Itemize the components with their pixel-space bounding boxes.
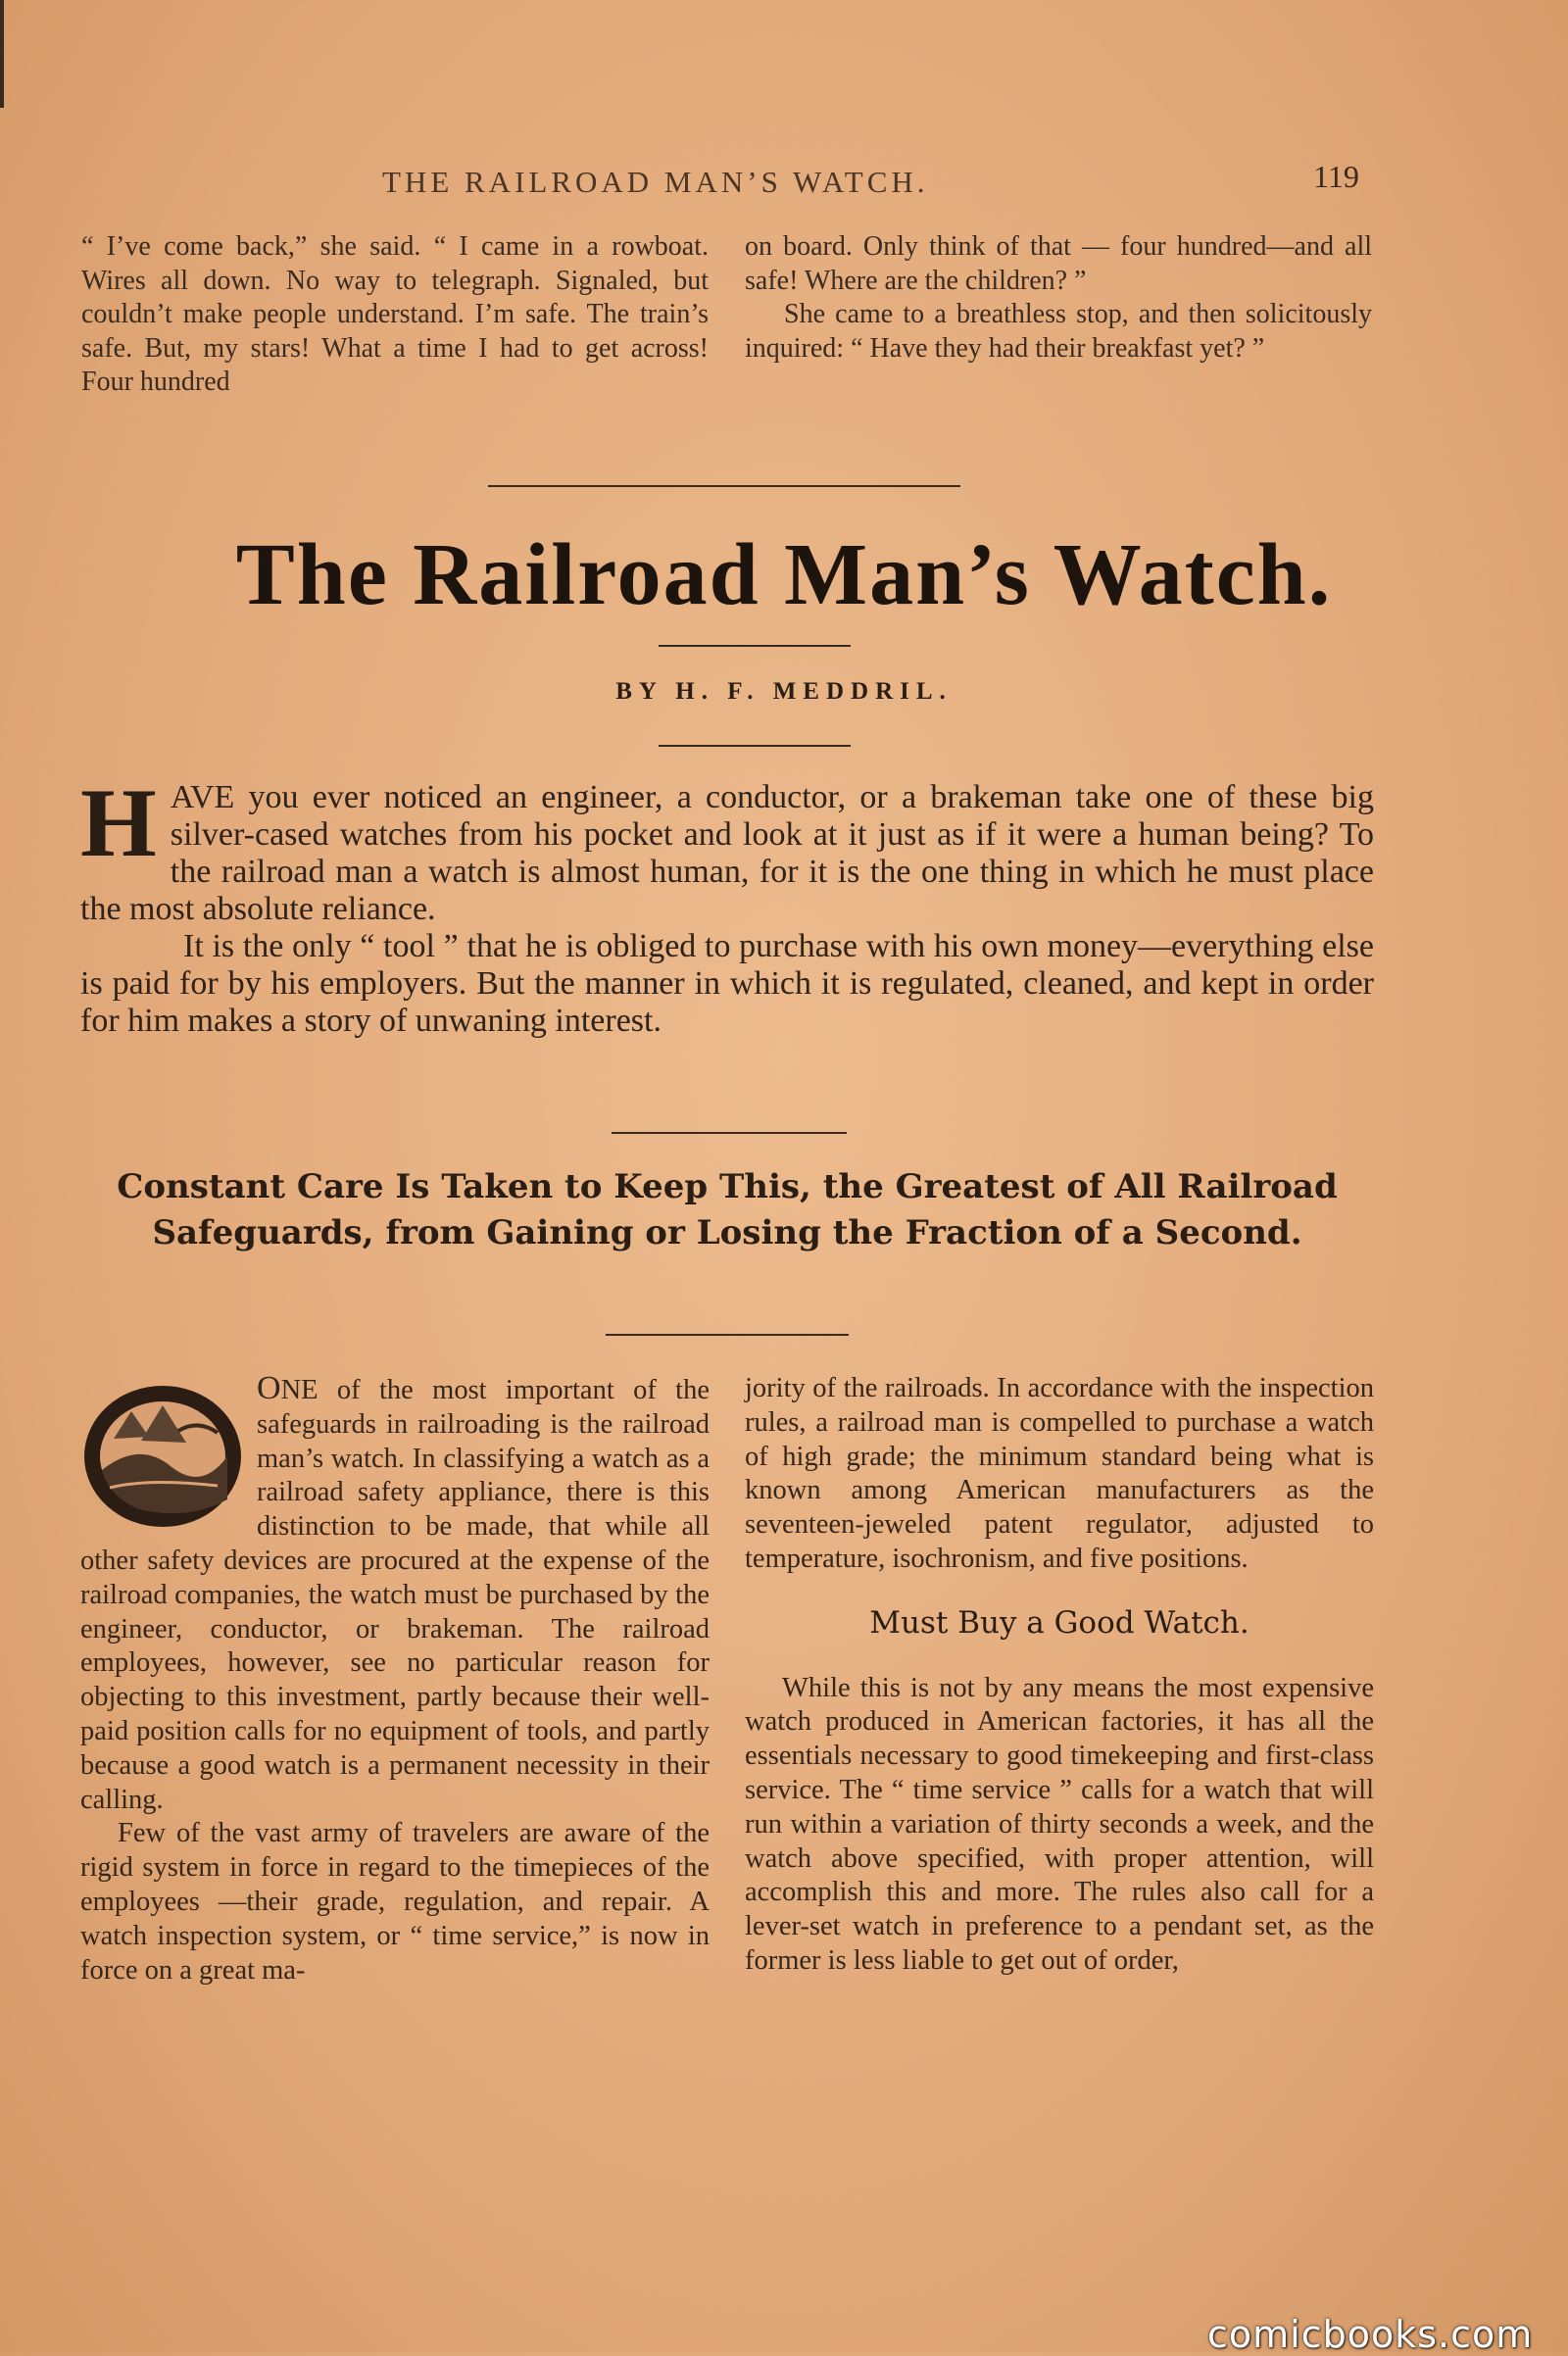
article-intro bbox=[80, 768, 1374, 1040]
intro-paragraph bbox=[80, 768, 1374, 928]
section-heading: Must Buy a Good Watch. bbox=[869, 1604, 1250, 1641]
body-paragraph: Few of the vast army of travelers are aware of the rigid system in force in regard to the timepieces of the employees —their grade, regulation, and repair. A watch inspection system, or “ time service,” is now in force on a great ma- bbox=[80, 1818, 710, 1986]
drop-cap: H bbox=[80, 768, 157, 877]
body-text: NE of the most important of the safeguards in railroading is the railroad man’s watch. In classifying a watch as a railroad safety appliance, there is this distinction to be made, that while all other safety devices are procured at the expense of the railroad companies, the watch must be purchased by the engineer, conductor, or brakeman. The railroad employees, however, see no particular reason for objecting to this investment, partly because their well-paid position calls for no equipment of tools, and partly because a good watch is a permanent necessity in their calling. bbox=[80, 1375, 710, 1815]
intro-paragraph: It is the only “ tool ” that he is obliged to purchase with his own money—everything else is paid for by his employers. But the manner in which it is regulated, cleaned, and kept in order for him makes a story of unwaning interest. bbox=[80, 928, 1374, 1039]
divider-rule bbox=[488, 485, 960, 487]
body-right-column bbox=[745, 1372, 1374, 1979]
site-watermark: comicbooks.com bbox=[1207, 2313, 1534, 2356]
intro-text: AVE you ever noticed an engineer, a conductor, or a brakeman take one of these big silver-cased watches from his pocket and look at it just as if it were a human being? To the railroad man a watch is almost human, for it is the one thing in which he must place the most absolute reliance. bbox=[80, 779, 1374, 927]
body-left-column bbox=[80, 1372, 710, 1988]
divider-rule bbox=[659, 745, 851, 747]
running-title: THE RAILROAD MAN’S WATCH. bbox=[382, 165, 929, 199]
body-paragraph: jority of the railroads. In accordance with the inspection rules, a railroad man is compelled to purchase a watch of high grade; the minimum standard being what is known among American manufacturers as the seventeen-jeweled patent regulator, adjusted to temperature, isochronism, and five positions. bbox=[745, 1373, 1374, 1574]
previous-story-left-column bbox=[81, 230, 709, 400]
body-paragraph: While this is not by any means the most expensive watch produced in American factories, it has all the essentials necessary to good timekeeping and first-class service. The “ time service ” calls for a watch that will run within a variation of thirty seconds a week, and the watch above specified, with proper attention, will accomplish this and more. The rules also call for a lever-set watch in preference to a pendant set, as the former is less liable to get out of order, bbox=[745, 1672, 1374, 1976]
running-head bbox=[0, 159, 1568, 204]
landscape-vignette-icon bbox=[80, 1372, 247, 1534]
divider-rule bbox=[606, 1334, 849, 1336]
article-subhead: Constant Care Is Taken to Keep This, the Greatest of All Railroad Safeguards, from Gaining or Losing the Fraction of a Second. bbox=[117, 1167, 1338, 1252]
page-edge bbox=[0, 0, 4, 108]
ornamental-drop-cap bbox=[80, 1372, 247, 1534]
previous-story-text: on board. Only think of that — four hundred—and all safe! Where are the children? ” bbox=[745, 231, 1372, 296]
byline: BY H. F. MEDDRIL. bbox=[615, 678, 953, 705]
drop-cap: O bbox=[257, 1370, 281, 1406]
divider-rule bbox=[612, 1132, 847, 1134]
divider-rule bbox=[659, 645, 851, 647]
previous-story-right-column bbox=[745, 230, 1372, 366]
previous-story-text: She came to a breathless stop, and then solicitously inquired: “ Have they had their breakfast yet? ” bbox=[745, 299, 1372, 364]
page-number: 119 bbox=[1313, 159, 1359, 194]
body-paragraph bbox=[80, 1372, 710, 1817]
previous-story-text: “ I’ve come back,” she said. “ I came in a rowboat. Wires all down. No way to telegraph. Signaled, but couldn’t make people understand. I’m safe. The train’s safe. But, my stars! What a time I had to get across! Four hundred bbox=[81, 231, 709, 397]
article-title: The Railroad Man’s Watch. bbox=[235, 526, 1333, 623]
